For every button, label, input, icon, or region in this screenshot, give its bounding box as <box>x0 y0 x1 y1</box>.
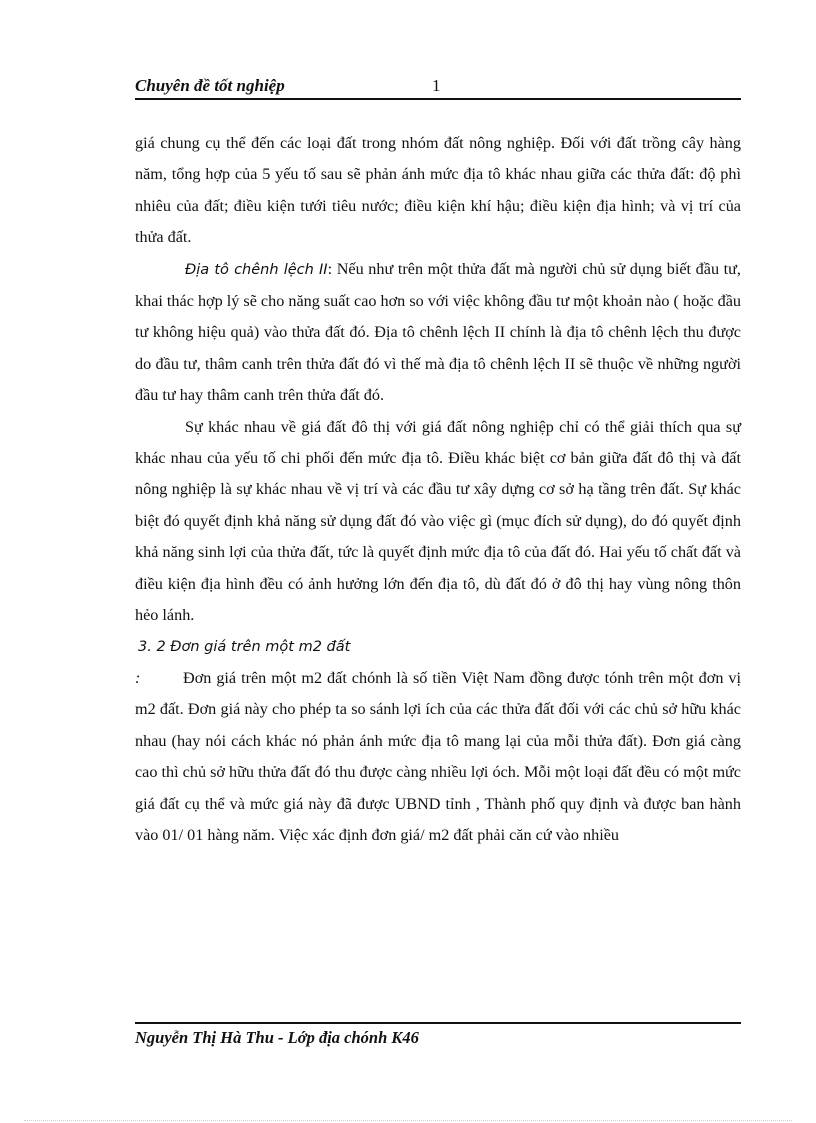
page-number: 1 <box>432 76 441 95</box>
document-body <box>135 128 741 851</box>
paragraph <box>135 663 741 851</box>
paragraph: giá chung cụ thể đến các loại đất trong nhóm đất nông nghiệp. Đối với đất trồng cây hàng năm, tổng hợp của 5 yếu tố sau sẽ phản ánh mức địa tô khác nhau giữa các thửa đất: độ phì nhiêu của đất; điều kiện tưới tiêu nước; điều kiện khí hậu; điều kiện địa hình; và vị trí của thửa đất. <box>135 134 741 247</box>
document-title: Chuyên đề tốt nghiệp <box>135 76 285 95</box>
page-header <box>135 76 741 98</box>
paragraph: Sự khác nhau về giá đất đô thị với giá đất nông nghiệp chỉ có thể giải thích qua sự khác nhau của yếu tố chi phối đến mức địa tô. Điều khác biệt cơ bản giữa đất đô thị và đất nông nghiệp là sự khác nhau về vị trí và các đầu tư xây dựng cơ sở hạ tầng trên đất. Sự khác biệt đó quyết định khả năng sử dụng đất đó vào việc gì (mục đích sử dụng), do đó quyết định khả năng sinh lợi của thửa đất, tức là quyết định mức địa tô của đất đó. Hai yếu tố chất đất và điều kiện địa hình đều có ảnh hưởng lớn đến địa tô, dù đất đó ở đô thị hay vùng nông thôn hẻo lánh. <box>135 417 741 625</box>
lead-mark: : <box>135 668 141 687</box>
paragraph-text: Đơn giá trên một m2 đất chónh là số tiền Việt Nam đồng được tónh trên một đơn vị m2 đất. Đơn giá này cho phép ta so sánh lợi ích của các thửa đất đối với các chủ sở hữu khác nhau (hay nói cách khác nó phản ánh mức địa tô mang lại của mỗi thửa đất). Đơn giá càng cao thì chủ sở hữu thửa đất đó thu được càng nhiều lợi óch. Mỗi một loại đất đều có một mức giá đất cụ thể và mức giá này đã được UBND tỉnh , Thành phố quy định và được ban hành vào 01/ 01 hàng năm. Việc xác định đơn giá/ m2 đất phải căn cứ vào nhiều <box>135 668 741 844</box>
term-emphasis: Địa tô chênh lệch II <box>185 261 328 278</box>
section-heading: 3. 2 Đơn giá trên một m2 đất <box>138 638 351 655</box>
paragraph-text: : Nếu như trên một thửa đất mà người chủ sử dụng biết đầu tư, khai thác hợp lý sẽ cho năng suất cao hơn so với việc không đầu tư một khoản nào ( hoặc đầu tư không hiệu quả) vào thửa đất đó. Địa tô chênh lệch II chính là địa tô chênh lệch thu được do đầu tư, thâm canh trên thửa đất đó vì thế mà địa tô chênh lệch II sẽ thuộc về những người đầu tư hay thâm canh trên thửa đất đó. <box>135 259 741 405</box>
footer-divider <box>135 1022 741 1024</box>
paragraph <box>135 254 741 412</box>
header-divider <box>135 98 741 100</box>
page-edge <box>24 1120 792 1121</box>
footer-author: Nguyễn Thị Hà Thu - Lớp địa chónh K46 <box>135 1028 419 1047</box>
